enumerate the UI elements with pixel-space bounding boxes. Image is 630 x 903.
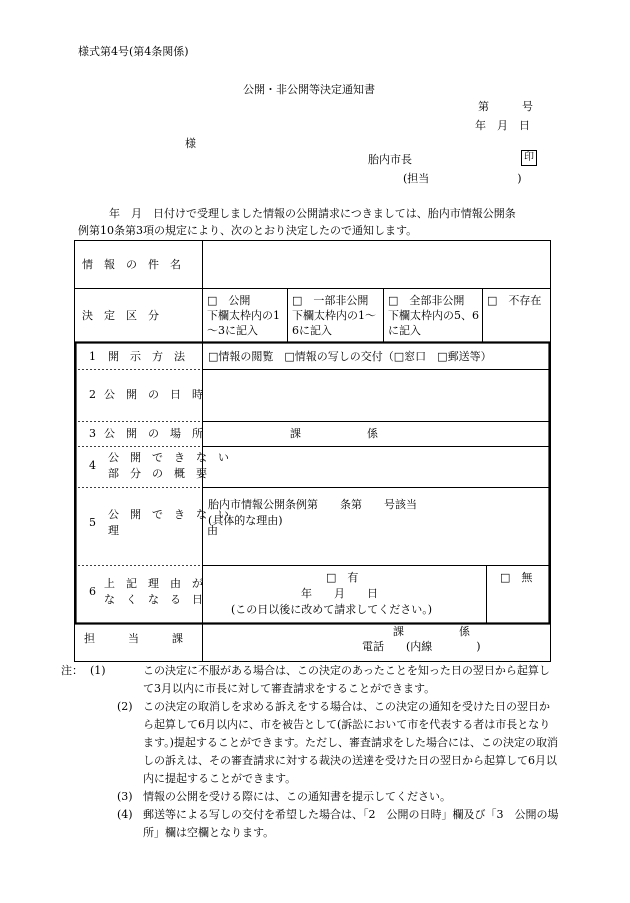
row-1-value[interactable]: □情報の閲覧 □情報の写しの交付（□窓口 □郵送等） (208, 350, 492, 363)
decision-label: 決 定 区 分 (82, 309, 159, 322)
note-2-text: この決定の取消しを求める訴えをする場合は、この決定の通知を受けた日の翌日から起算して6月以内に、市を被告として(訴訟において市を代表する者は市長となります。)提起することができます。ただし、審査請求をした場合には、この決定の取消しの訴えは、その審査請求に対する裁決の送達を受けた日の翌日から起算して6月以内に提起することができます。 (143, 700, 559, 785)
option-nondisclose-detail: 下欄太枠内の5、6に記入 (388, 308, 479, 337)
document-number: 第 号 (478, 100, 533, 113)
option-nonexistent-title: □ 不存在 (487, 294, 542, 307)
note-4-label: (4) (117, 808, 133, 821)
note-1 (61, 662, 559, 698)
row-4-number: 4 (89, 459, 96, 472)
option-partial-detail: 下欄太枠内の1～6に記入 (292, 308, 376, 337)
row-2-label: 公 開 の 日 時 (104, 388, 203, 401)
row-5-number: 5 (89, 516, 96, 529)
seal-mark: 印 (521, 150, 537, 166)
notes-lead: 注： (61, 664, 83, 677)
document-title: 公開・非公開等決定通知書 (243, 83, 375, 96)
option-disclose-title: □ 公開 (207, 294, 251, 307)
row-2-number: 2 (89, 388, 96, 401)
option-nondisclose-title: □ 全部非公開 (388, 294, 465, 307)
option-nondisclose[interactable] (388, 294, 480, 339)
row-3-value[interactable]: 課 係 (290, 427, 378, 440)
option-disclose-detail: 下欄太枠内の1～3に記入 (207, 308, 280, 337)
intro-line-2: 例第10条第3項の規定により、次のとおり決定したので通知します。 (78, 224, 418, 237)
option-nonexistent[interactable] (487, 294, 549, 309)
note-2-label: (2) (117, 700, 133, 713)
row-5-value-line-2: (具体的な理由) (208, 514, 283, 527)
option-disclose[interactable] (207, 294, 285, 339)
staff-label: 担 当 課 (84, 632, 183, 645)
row-5-value-line-1: 胎内市情報公開条例第 条第 号該当 (208, 498, 417, 511)
addressee-honorific: 様 (185, 137, 196, 150)
note-3 (73, 788, 559, 806)
row-5-label-line-2: 理 由 (108, 524, 218, 537)
note-2 (73, 698, 559, 788)
document-date: 年 月 日 (475, 119, 530, 132)
row-1-number: 1 (89, 350, 96, 363)
row-6-exists-checkbox[interactable]: □ 有 (326, 571, 359, 584)
note-4 (73, 806, 559, 842)
row-4-label-line-2: 部 分 の 概 要 (108, 467, 207, 480)
staff-phone: 電話 (内線 ) (362, 640, 481, 653)
intro-line-1: 年 月 日付けで受理しました情報の公開請求につきましては、胎内市情報公開条 (98, 207, 516, 220)
note-1-text: この決定に不服がある場合は、この決定のあったことを知った日の翌日から起算して3月以内に市長に対して審査請求をすることができます。 (143, 664, 550, 695)
row-6-note: (この日以後に改めて請求してください。) (231, 603, 433, 616)
option-partial[interactable] (292, 294, 380, 339)
row-6-label-line-2: な く な る 日 (104, 593, 203, 606)
row-1-label: 開 示 方 法 (108, 350, 185, 363)
row-3-number: 3 (89, 427, 96, 440)
note-3-label: (3) (117, 790, 133, 803)
row-6-number: 6 (89, 585, 96, 598)
staff-department: 課 係 (393, 625, 470, 638)
form-number: 様式第4号(第4条関係) (78, 45, 189, 58)
notes-section (61, 662, 559, 842)
note-3-text: 情報の公開を受ける際には、この通知書を提示してください。 (143, 790, 451, 803)
row-3-label: 公 開 の 場 所 (104, 427, 203, 440)
option-partial-title: □ 一部非公開 (292, 294, 369, 307)
row-6-date: 年 月 日 (301, 587, 378, 600)
note-1-label: (1) (90, 664, 106, 677)
row-4-label-line-1: 公 開 で き な い (108, 451, 229, 464)
contact-person: (担当 ) (403, 172, 522, 185)
issuer-name: 胎内市長 (368, 153, 412, 166)
subject-label: 情 報 の 件 名 (82, 258, 181, 271)
row-6-none-checkbox[interactable]: □ 無 (500, 571, 533, 584)
row-6-label-line-1: 上 記 理 由 が (104, 577, 203, 590)
row-5-label-line-1: 公 開 で き な い (108, 508, 229, 521)
note-4-text: 郵送等による写しの交付を希望した場合は、「2 公開の日時」欄及び「3 公開の場所」欄は空欄となります。 (143, 808, 559, 839)
